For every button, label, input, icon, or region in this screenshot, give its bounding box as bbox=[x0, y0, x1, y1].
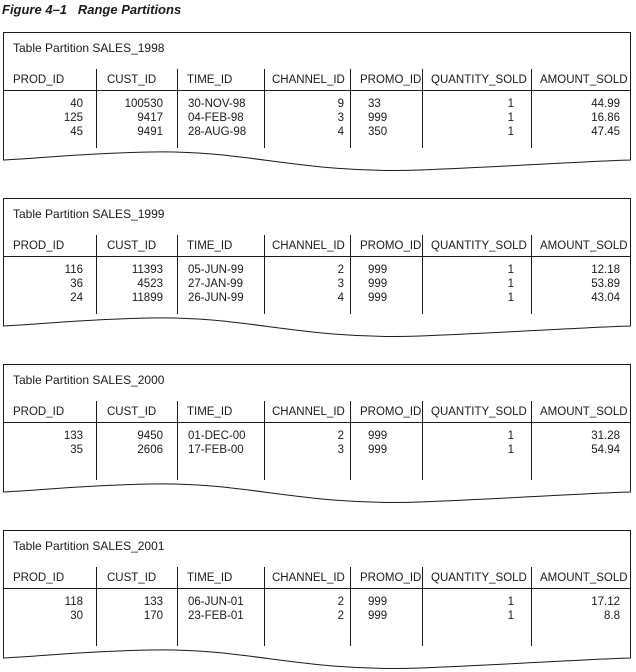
table-cell: 3 bbox=[337, 444, 344, 456]
table-cell: 30-NOV-98 bbox=[188, 98, 246, 110]
table-cell: 01-DEC-00 bbox=[188, 430, 246, 442]
table-cell: 4 bbox=[337, 126, 344, 138]
table-cell: 36 bbox=[70, 278, 83, 290]
partition-title: Table Partition SALES_1998 bbox=[13, 41, 165, 55]
table-cell: 118 bbox=[64, 596, 83, 608]
table-partition bbox=[0, 530, 636, 672]
column-header: TIME_ID bbox=[187, 406, 233, 418]
table-cell: 100530 bbox=[124, 98, 163, 110]
table-cell: 06-JUN-01 bbox=[188, 596, 244, 608]
table-cell: 2606 bbox=[137, 444, 163, 456]
table-cell: 116 bbox=[64, 264, 83, 276]
column-header: CUST_ID bbox=[107, 240, 157, 252]
table-cell: 999 bbox=[368, 112, 388, 124]
table-cell: 9417 bbox=[137, 112, 163, 124]
table-cell: 35 bbox=[70, 444, 83, 456]
table-cell: 9 bbox=[337, 98, 344, 110]
table-cell: 999 bbox=[368, 444, 388, 456]
table-cell: 999 bbox=[368, 264, 388, 276]
column-header: PROMO_ID bbox=[360, 406, 422, 418]
table-cell: 33 bbox=[368, 98, 381, 110]
table-cell: 26-JUN-99 bbox=[188, 292, 244, 304]
partition-title: Table Partition SALES_2000 bbox=[13, 373, 165, 387]
column-header: TIME_ID bbox=[187, 74, 233, 86]
table-cell: 16.86 bbox=[591, 112, 620, 124]
table-cell: 2 bbox=[337, 264, 344, 276]
table-cell: 2 bbox=[337, 430, 344, 442]
column-header: CHANNEL_ID bbox=[272, 74, 345, 86]
table-cell: 12.18 bbox=[591, 264, 620, 276]
table-cell: 1 bbox=[507, 112, 514, 124]
table-partition bbox=[0, 364, 636, 506]
table-cell: 8.8 bbox=[604, 610, 620, 622]
column-header: AMOUNT_SOLD bbox=[540, 406, 628, 418]
column-header: PROD_ID bbox=[13, 240, 65, 252]
partition-title: Table Partition SALES_2001 bbox=[13, 539, 165, 553]
column-header: CHANNEL_ID bbox=[272, 572, 345, 584]
table-cell: 47.45 bbox=[591, 126, 620, 138]
partition-title: Table Partition SALES_1999 bbox=[13, 207, 165, 221]
table-cell: 999 bbox=[368, 610, 388, 622]
column-header: PROMO_ID bbox=[360, 572, 422, 584]
table-cell: 999 bbox=[368, 596, 388, 608]
table-cell: 2 bbox=[337, 610, 344, 622]
table-cell: 999 bbox=[368, 292, 388, 304]
column-header: AMOUNT_SOLD bbox=[540, 74, 628, 86]
table-cell: 9450 bbox=[137, 430, 163, 442]
table-cell: 30 bbox=[70, 610, 83, 622]
column-header: TIME_ID bbox=[187, 240, 233, 252]
figure-caption: Range Partitions bbox=[77, 2, 182, 17]
column-header: CUST_ID bbox=[107, 406, 157, 418]
table-cell: 4 bbox=[337, 292, 344, 304]
table-cell: 133 bbox=[143, 596, 163, 608]
table-cell: 1 bbox=[507, 596, 514, 608]
table-cell: 17-FEB-00 bbox=[188, 444, 244, 456]
table-cell: 05-JUN-99 bbox=[188, 264, 244, 276]
table-cell: 31.28 bbox=[591, 430, 620, 442]
column-header: CHANNEL_ID bbox=[272, 406, 345, 418]
table-cell: 04-FEB-98 bbox=[188, 112, 244, 124]
table-cell: 40 bbox=[70, 98, 83, 110]
column-header: CHANNEL_ID bbox=[272, 240, 345, 252]
table-cell: 45 bbox=[70, 126, 83, 138]
table-cell: 1 bbox=[507, 278, 514, 290]
table-cell: 4523 bbox=[137, 278, 163, 290]
table-cell: 1 bbox=[507, 430, 514, 442]
table-cell: 11899 bbox=[131, 292, 163, 304]
table-cell: 17.12 bbox=[591, 596, 620, 608]
table-cell: 9491 bbox=[137, 126, 163, 138]
column-header: AMOUNT_SOLD bbox=[540, 572, 628, 584]
column-header: QUANTITY_SOLD bbox=[431, 572, 527, 584]
table-cell: 133 bbox=[63, 430, 83, 442]
table-cell: 3 bbox=[337, 278, 344, 290]
column-header: PROMO_ID bbox=[360, 74, 422, 86]
column-header: QUANTITY_SOLD bbox=[431, 240, 527, 252]
table-cell: 999 bbox=[368, 430, 388, 442]
table-cell: 1 bbox=[507, 264, 514, 276]
figure-label: Figure 4–1 bbox=[2, 2, 68, 17]
column-header: QUANTITY_SOLD bbox=[431, 406, 527, 418]
table-cell: 999 bbox=[368, 278, 388, 290]
table-cell: 27-JAN-99 bbox=[188, 278, 243, 290]
table-cell: 28-AUG-98 bbox=[188, 126, 247, 138]
table-cell: 1 bbox=[507, 126, 514, 138]
table-cell: 125 bbox=[63, 112, 83, 124]
table-cell: 54.94 bbox=[591, 444, 620, 456]
table-cell: 3 bbox=[337, 112, 344, 124]
table-cell: 1 bbox=[507, 610, 514, 622]
table-cell: 1 bbox=[507, 292, 514, 304]
column-header: TIME_ID bbox=[187, 572, 233, 584]
table-cell: 170 bbox=[143, 610, 163, 622]
table-cell: 44.99 bbox=[591, 98, 620, 110]
table-cell: 24 bbox=[70, 292, 83, 304]
column-header: CUST_ID bbox=[107, 572, 157, 584]
column-header: PROD_ID bbox=[13, 74, 65, 86]
table-partition bbox=[0, 32, 636, 174]
column-header: QUANTITY_SOLD bbox=[431, 74, 527, 86]
column-header: CUST_ID bbox=[107, 74, 157, 86]
column-header: PROMO_ID bbox=[360, 240, 422, 252]
table-cell: 1 bbox=[507, 444, 514, 456]
table-partition bbox=[0, 198, 636, 340]
figure-title bbox=[2, 2, 181, 17]
table-cell: 1 bbox=[507, 98, 514, 110]
table-cell: 11393 bbox=[131, 264, 163, 276]
table-cell: 53.89 bbox=[591, 278, 620, 290]
column-header: PROD_ID bbox=[13, 572, 65, 584]
column-header: PROD_ID bbox=[13, 406, 65, 418]
table-cell: 350 bbox=[368, 126, 388, 138]
table-cell: 23-FEB-01 bbox=[188, 610, 244, 622]
table-cell: 2 bbox=[337, 596, 344, 608]
column-header: AMOUNT_SOLD bbox=[540, 240, 628, 252]
table-cell: 43.04 bbox=[591, 292, 620, 304]
